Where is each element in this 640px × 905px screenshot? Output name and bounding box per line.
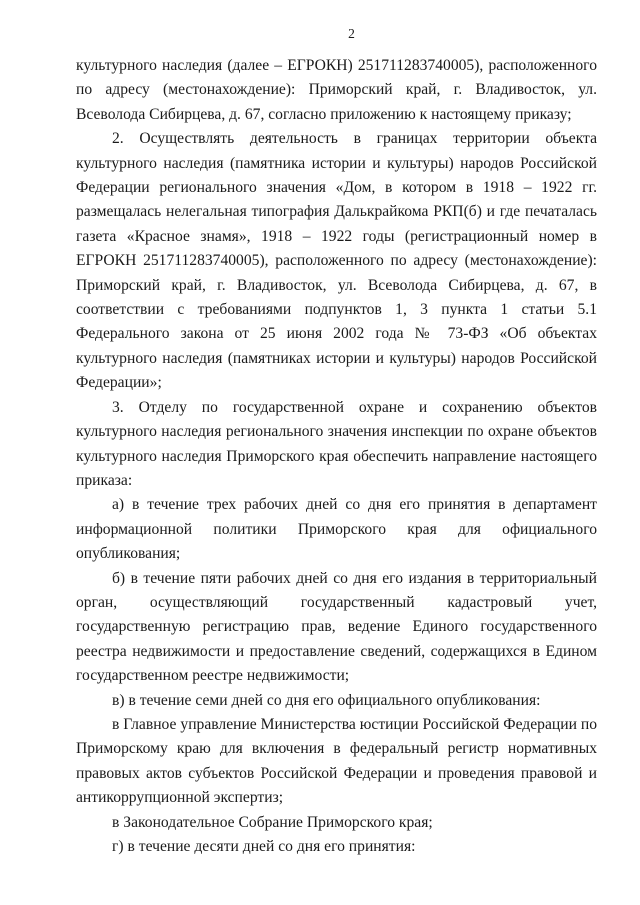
paragraph-item-2: 2. Осуществлять деятельность в границах территории объекта культурного наследия (памятника истории и культуры) народов Российской Федерации регионального значения «Дом, в котором в 1918 – 1922 гг. размещалась нелегальная типография Далькрайкома РКП(б) и где печаталась газета «Красное знамя», 1918 – 1922 годы (регистрационный номер в ЕГРОКН 251711283740005), расположенного по адресу (местонахождение): Приморский край, г. Владивосток, ул. Всеволода Сибирцева, д. 67, в соответствии с требованиями подпунктов 1, 3 пункта 1 статьи 5.1 Федерального закона от 25 июня 2002 года № 73-ФЗ «Об объектах культурного наследия (памятниках истории и культуры) народов Российской Федерации»;: [76, 130, 597, 392]
page-number: 2: [348, 26, 355, 41]
paragraph-subitem-g: г) в течение десяти дней со дня его принятия:: [112, 838, 416, 855]
paragraph-subitem-a: а) в течение трех рабочих дней со дня его принятия в департамент информационной политики Приморского края для официального опубликования;: [76, 496, 597, 563]
paragraph-continuation: культурного наследия (далее – ЕГРОКН) 251711283740005), расположенного по адресу (местонахождение): Приморский край, г. Владивосток, ул. Всеволода Сибирцева, д. 67, согласно приложению к настоящему приказу;: [76, 57, 597, 123]
paragraph-legislative-assembly: в Законодательное Собрание Приморского края;: [112, 813, 433, 831]
paragraph-item-3: 3. Отделу по государственной охране и сохранению объектов культурного наследия регионального значения инспекции по охране объектов культурного наследия Приморского края обеспечить направление настоящего приказа:: [76, 398, 597, 489]
paragraph-subitem-b: б) в течение пяти рабочих дней со дня его издания в территориальный орган, осуществляющий государственный кадастровый учет, государственную регистрацию прав, ведение Единого государственного реестра недвижимости и предоставление сведений, содержащихся в Едином государственном реестре недвижимости;: [76, 569, 597, 685]
paragraph-ministry-justice: в Главное управление Министерства юстиции Российской Федерации по Приморскому краю для включения в федеральный регистр нормативных правовых актов субъектов Российской Федерации и проведения правовой и антикоррупционной экспертиз;: [76, 715, 597, 807]
paragraph-subitem-v: в) в течение семи дней со дня его официального опубликования:: [112, 691, 541, 709]
